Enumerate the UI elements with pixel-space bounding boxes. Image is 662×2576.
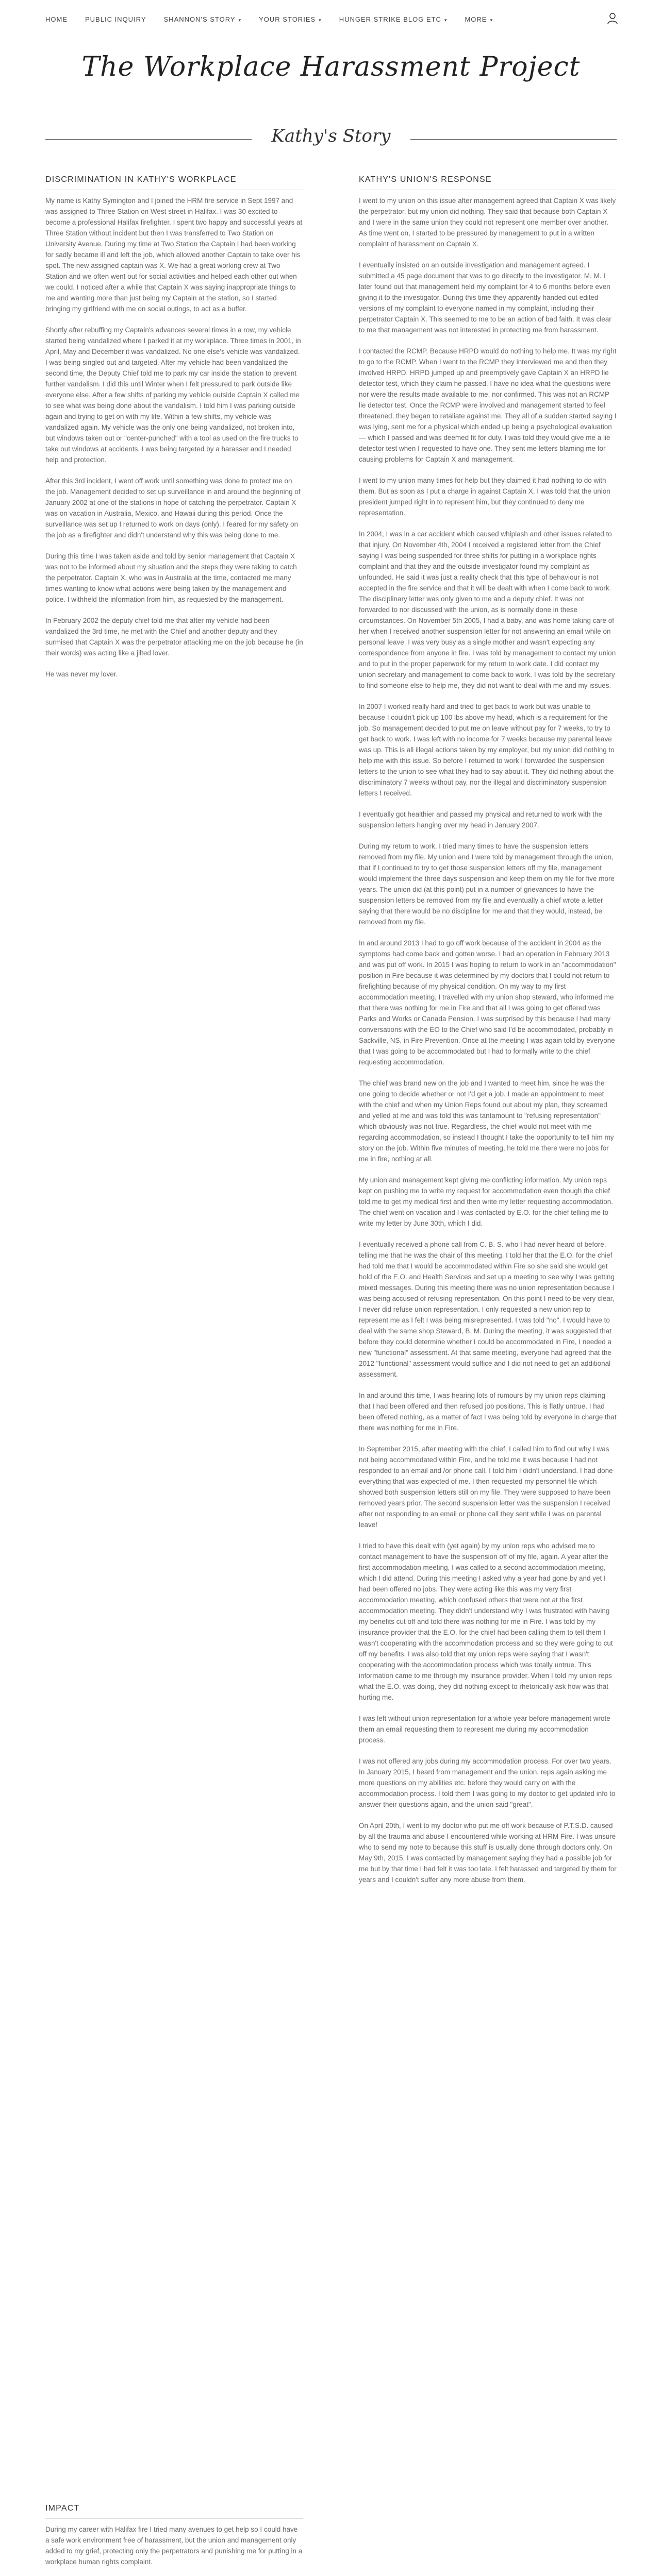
paragraph: In 2004, I was in a car accident which caused whiplash and other issues related to that injury. On November 4th, 2004 I received a registered letter from the Chief saying I was being suspended for three shifts for putting in a workplace rights complaint and that they and the outside investigator found my complaint as unfounded. He said it was just a reality check that this type of behaviour is not accepted in the fire service and that it will be dealt with when I come back to work. The disciplinary letter was only given to me and a deputy chief. It was not forwarded to nor discussed with the union, as is normally done in these circumstances. On November 5th 2005, I had a baby, and was home taking care of her when I received another suspension letter for not answering an email while on personal leave. I was very busy as a single mother and wasn't expecting any correspondence from anyone in fire. I was told by management to contact my union and to put in the proper paperwork for my return to work date. I did contact my union secretary and management to come back to work. I was told by the secretary to find someone else to help me, they did not want to deal with me and my issues.: [359, 530, 616, 689]
chevron-down-icon: ▾: [319, 18, 322, 23]
paragraph: I eventually insisted on an outside investigation and management agreed. I submitted a 45 page document that was to go directly to the investigator. M. M. I later found out that management held my complaint for 4 to 6 months before even giving it to the investigator. During this time they apparently handed out edited versions of my complaint to everyone named in my complaint, including their perpetrator Captain X. This seemed to me to be an action of bad faith. It was clear to me that management was not interested in protecting me from harassment.: [359, 261, 611, 334]
nav-item-more[interactable]: [465, 15, 493, 23]
chevron-down-icon: ▾: [490, 18, 493, 23]
top-navigation: [0, 0, 662, 41]
paragraph: I went to my union on this issue after management agreed that Captain X was likely the perpetrator, but my union did nothing. They said that because both Captain X and I were in the same union they could not represent one member over another. As time went on, I started to be pressured by management to put in a written complaint of harassment on Captain X.: [359, 197, 616, 248]
paragraph: My union and management kept giving me conflicting information. My union reps kept on pushing me to write my request for accommodation even though the chief told me to get my medical first and then write my letter requesting accommodation. The chief went on vacation and I was contacted by E.O. for the chief telling me to write my letter by June 30th, which I did.: [359, 1176, 613, 1227]
nav-item-label: HUNGER STRIKE BLOG ETC: [339, 15, 441, 23]
paragraph: I was not offered any jobs during my accommodation process. For over two years. In January 2015, I heard from management and the union, reps again asking me more questions on my abilities etc. before they would carry on with the accommodation process. I told them I was going to my doctor to get updated info to answer their questions again, and the union said "great".: [359, 1757, 616, 1808]
paragraph: In September 2015, after meeting with the chief, I called him to find out why I was not being accommodated within Fire, and he told me it was because I had not responded to an email and /or phone call. I told him I didn't understand. I had done everything that was expected of me. I then requested my personnel file which showed both suspension letters still on my file. They were supposed to have been removed years prior. The second suspension letter was the suspension I received after not responding to an email or phone call they sent while I was on parental leave!: [359, 1445, 613, 1529]
impact-section: [45, 2504, 303, 2576]
section-body: [45, 2524, 303, 2576]
chevron-down-icon: ▾: [238, 18, 242, 23]
union-response-section: [359, 175, 617, 1895]
paragraph: I went to my union many times for help but they claimed it had nothing to do with them. But as soon as I put a charge in against Captain X, I was told that the union president jumped right in to represent him, but they continued to deny me representation.: [359, 477, 610, 517]
paragraph: Shortly after rebuffing my Captain's advances several times in a row, my vehicle started being vandalized where I parked it at my workplace. Three times in 2001, in April, May and December it was vandalized. No one else's vehicle was vandalized. I was being singled out and targeted. After my vehicle had been vandalized the second time, the Deputy Chief told me to park my car inside the station to prevent further vandalism. I did this until Winter when I felt pressured to park outside like everyone else. After a few shifts of parking my vehicle outside Captain X called me to see what was being done about the vandalism. I told him I was parking outside again and trying to get on with my life. Within a few shifts, my vehicle was vandalized again. My vehicle was the only one being vandalized, not broken into, but windows taken out or "center-punched" with a tool as used on the fire trucks to take out windows at accidents. I was being targeted by a harasser and I needed help and protection.: [45, 326, 301, 464]
nav-item-hunger-strike-blog-etc[interactable]: [339, 15, 448, 23]
nav-item-your-stories[interactable]: [259, 15, 322, 23]
nav-item-label: HOME: [45, 15, 68, 23]
user-account-icon[interactable]: [605, 11, 620, 26]
section-body: [45, 195, 303, 680]
discrimination-section: [45, 175, 303, 690]
paragraph: During my return to work, I tried many times to have the suspension letters removed from my file. My union and I were told by management through the union, that if I continued to try to get those suspension letters off my file, management would implement the three days suspension and keep them on my file for five more years. The union did (at this point) put in a number of grievances to have the suspension letters be removed from my file and eventually a chief wrote a letter saying that there would be no discipline for me and that they would, instead, be removed from my file.: [359, 842, 615, 926]
divider: [45, 139, 252, 140]
divider: [410, 139, 617, 140]
section-body: [359, 195, 617, 1885]
nav-item-label: MORE: [465, 15, 487, 23]
page-title: Kathy's Story: [271, 126, 391, 146]
page-title-row: [45, 124, 617, 155]
paragraph: The chief was brand new on the job and I wanted to meet him, since he was the one going to decide whether or not I'd get a job. I made an appointment to meet with the chief and when my Union Reps found out about my plan, they screamed and yelled at me and was told this was tantamount to "refusing representation" which obviously was not true. Regardless, the chief would not meet with me regarding accommodation, so instead I thought I take the opportunity to tell him my story on the job. Within five minutes of meeting, he told me there were no jobs for me in fire, nothing at all.: [359, 1079, 614, 1163]
paragraph: In and around 2013 I had to go off work because of the accident in 2004 as the symptoms had come back and gotten worse. I had an operation in February 2013 and was put off work. In 2015 I was hoping to return to work in an "accommodation" position in Fire because it was determined by my doctors that I could not return to firefighting because of my physical condition. On my way to my first accommodation meeting, I travelled with my union shop steward, who informed me that there was nothing for me in Fire and that all I was going to get offered was Parks and Works or Canada Pension. I was surprised by this because I had many conversations with the EO to the Chief who said I'd be accommodated, probably in Sackville, NS, in Fire Prevention. Once at the meeting I was again told by everyone that I was going to be accommodated but I had to formally write to the chief requesting accommodation.: [359, 939, 616, 1066]
paragraph: In 2007 I worked really hard and tried to get back to work but was unable to because I couldn't pick up 100 lbs above my head, which is a requirement for the job. So management decided to put me on leave without pay for 7 weeks, to try to get back to work. I was left with no income for 7 weeks because my parental leave was up. This is all illegal actions taken by my employer, but my union did nothing to help me with this issue. So before I returned to work I forwarded the suspension letters to the union to see what they had to say about it. They did nothing about the discriminatory 7 weeks without pay, nor the illegal and discriminatory suspension letters I received.: [359, 703, 615, 797]
nav-item-label: SHANNON'S STORY: [163, 15, 236, 23]
paragraph: He was never my lover.: [45, 670, 118, 678]
paragraph: I was left without union representation for a whole year before management wrote them an email requesting them to represent me during my accommodation process.: [359, 1715, 610, 1744]
paragraph: I contacted the RCMP. Because HRPD would do nothing to help me. It was my right to go to the RCMP. When I went to the RCMP they interviewed me and then they involved HRPD. HRPD jumped up and preemptively gave Captain X an HRPD lie detector test, which they claim he passed. I have no idea what the questions were nor were the results made available to me, nor confirmed. This was not an RCMP lie detector test. Once the RCMP were involved and management started to feel threatened, they began to retaliate against me. They all of a sudden started saying I was lying, sent me for a physical which ended up being a psychological evaluation — which I passed and was deemed fit for duty. I was told they would give me a lie detector test when I requested to have one. They sent me letters blaming me for causing problems for Captain X and management.: [359, 347, 617, 463]
chevron-down-icon: ▾: [444, 18, 448, 23]
paragraph: After this 3rd incident, I went off work until something was done to protect me on the job. Management decided to set up surveillance in and around the beginning of January 2002 at one of the stations in hope of catching the perpetrator. Captain X was on vacation in Australia, Mexico, and Hawaii during this period. Once the surveillance was set up I returned to work on days (only). I feared for my safety on the job as a firefighter and didn't understand why this was being done to me.: [45, 477, 301, 539]
paragraph: I eventually got healthier and passed my physical and returned to work with the suspension letters hanging over my head in January 2007.: [359, 810, 603, 829]
paragraph: During my career with Halifax fire I tried many avenues to get help so I could have a safe work environment free of harassment, but the union and management only added to my grief, protecting only the perpetrators and punishing me for putting in a workplace human rights complaint.: [45, 2526, 303, 2566]
paragraph: I eventually received a phone call from C. B. S. who I had never heard of before, telling me that he was the chair of this meeting. I told her that the E.O. for the chief had told me that I would be accommodated within Fire so she said she would get hold of the E.O. and Health Services and set up a meeting to see why I was getting mixed messages. During this meeting there was no union representation because I was being accused of refusing representation. On this point I need to be very clear, I never did refuse union representation. I only requested a new union rep to represent me as I felt I was being misrepresented. I was told "no". I would have to deal with the same shop Steward, B. M. During the meeting, it was suggested that before they could determine whether I could be accommodated in Fire, I needed a new "functional" assessment. At that same meeting, everyone had agreed that the 2012 "functional" assessment would suffice and I did not need to get an additional assessment.: [359, 1241, 615, 1378]
nav-links: [45, 15, 493, 23]
nav-item-label: YOUR STORIES: [259, 15, 316, 23]
nav-item-public-inquiry[interactable]: [85, 15, 146, 23]
nav-item-label: PUBLIC INQUIRY: [85, 15, 146, 23]
paragraph: In February 2002 the deputy chief told me that after my vehicle had been vandalized the 3rd time, he met with the Chief and another deputy and they surmised that Captain X was the perpetrator attacking me on the job because he (in their words) was acting like a jilted lover.: [45, 617, 303, 657]
paragraph: During this time I was taken aside and told by senior management that Captain X was not to be informed about my situation and the steps they were taking to catch the perpetrator. Captain X, who was in Australia at the time, contacted me many times wanting to know what actions were being taken by the management and police. I withheld the information from him, as requested by the management.: [45, 552, 297, 603]
site-title[interactable]: The Workplace Harassment Project: [81, 52, 581, 82]
paragraph: My name is Kathy Symington and I joined the HRM fire service in Sept 1997 and was assigned to Three Station on West street in Halifax. I was 30 excited to become a professional Halifax firefighter. I spent two happy and successful years at Three Station without incident but then I was transferred to Two Station on University Avenue. During my time at Two Station the Captain I had been working for sadly became ill and left the job, which allowed another Captain to take over his spot. The new assigned captain was X. We had a great working crew at Two Station and we often went out for social activities and helped each other out when we could. I noticed after a while that Captain X was saying inappropriate things to me and wanting more than just being my Captain at the station, so I started bringing my girlfriend with me on social outings, to act as a buffer.: [45, 197, 303, 313]
section-heading: IMPACT: [45, 2504, 303, 2519]
paragraph: I tried to have this dealt with (yet again) by my union reps who advised me to contact management to have the suspension off of my file, again. A year after the first accommodation meeting, I was called to a second accommodation meeting, which I did attend. During this meeting I asked why a year had gone by and yet I had been offered no jobs. They were acting like this was my very first accommodation meeting, which confused others that were not at the first accommodation meeting. They didn't understand why I was frustrated with having my benefits cut off and told there was nothing for me in Fire. I was told by my insurance provider that the E.O. for the chief had been calling them to tell them I wasn't cooperating with the accommodation process and so they were going to cut off my benefits. I was also told that my union reps were saying that I wasn't cooperating with the accommodation process which was totally untrue. This information came to me through my insurance provider. When I told my union reps what the E.O. was doing, they did nothing except to rhetorically ask how was that hurting me.: [359, 1542, 613, 1701]
nav-item-home[interactable]: [45, 15, 68, 23]
nav-item-shannon-s-story[interactable]: [164, 15, 242, 23]
paragraph: On April 20th, I went to my doctor who put me off work because of P.T.S.D. caused by all the trauma and abuse I encountered while working at HRM Fire. I was unsure who to send my note to because this stuff is usually done through doctors only. On May 9th, 2015, I was contacted by management saying they had a possible job for me but by that time I had felt it was too late. I felt harassed and targeted by them for years and I couldn't suffer any more abuse from them.: [359, 1822, 617, 1884]
paragraph: In and around this time, I was hearing lots of rumours by my union reps claiming that I had been offered and then refused job positions. This is flatly untrue. I had been offered nothing, as a matter of fact I was being told by everyone in charge that there was nothing for me in Fire.: [359, 1392, 617, 1432]
section-heading: KATHY'S UNION'S RESPONSE: [359, 175, 617, 190]
section-heading: DISCRIMINATION IN KATHY'S WORKPLACE: [45, 175, 303, 190]
